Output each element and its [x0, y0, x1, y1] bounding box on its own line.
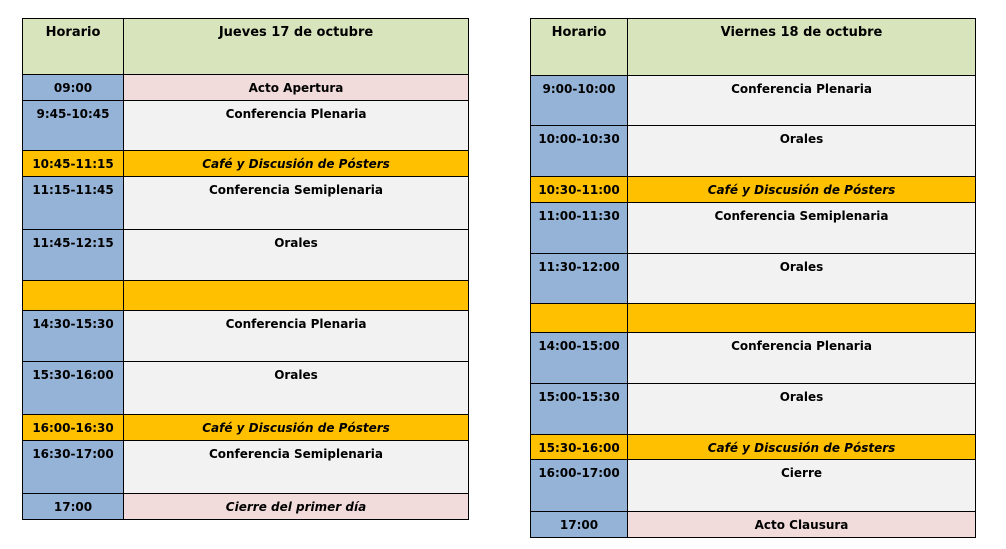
- table-row: [531, 460, 976, 512]
- activity-label: Orales: [779, 390, 824, 404]
- activity-cell: [124, 362, 469, 415]
- activity-label: Conferencia Plenaria: [225, 317, 367, 331]
- header-horario-label: Horario: [45, 25, 101, 40]
- time-label: 9:00-10:00: [542, 82, 616, 96]
- time-cell: [531, 254, 628, 304]
- activity-cell: [628, 177, 976, 203]
- activity-label: Orales: [779, 132, 824, 146]
- activity-cell: [124, 230, 469, 281]
- time-cell: [23, 177, 124, 230]
- time-label: 10:45-11:15: [32, 157, 114, 171]
- header-row: [23, 19, 469, 75]
- header-row: [531, 19, 976, 76]
- table-row: [23, 311, 469, 362]
- time-cell: [531, 177, 628, 203]
- activity-label: Café y Discusión de Pósters: [707, 183, 896, 197]
- time-label: 16:00-17:00: [538, 466, 620, 480]
- header-day: [628, 19, 976, 76]
- header-day: [124, 19, 469, 75]
- time-label: 11:00-11:30: [538, 209, 620, 223]
- header-horario-label: Horario: [551, 25, 607, 40]
- activity-cell: [124, 75, 469, 101]
- time-label: 17:00: [559, 518, 599, 532]
- time-cell: [23, 311, 124, 362]
- activity-label: Conferencia Semiplenaria: [714, 209, 889, 223]
- time-label: 10:00-10:30: [538, 132, 620, 146]
- time-cell: [23, 441, 124, 494]
- activity-cell: [628, 512, 976, 538]
- table-row: [531, 203, 976, 254]
- table-row: [23, 362, 469, 415]
- time-label: 16:30-17:00: [32, 447, 114, 461]
- time-label: 15:30-16:00: [538, 441, 620, 455]
- activity-label: Café y Discusión de Pósters: [202, 157, 390, 171]
- time-cell: [531, 384, 628, 435]
- activity-cell: [628, 384, 976, 435]
- activity-label: Orales: [779, 260, 824, 274]
- header-horario: [531, 19, 628, 76]
- table-row: [23, 230, 469, 281]
- header-day-label: Jueves 17 de octubre: [218, 25, 374, 40]
- header-day-label: Viernes 18 de octubre: [720, 25, 883, 40]
- time-label: 9:45-10:45: [36, 107, 110, 121]
- time-label: 17:00: [53, 500, 93, 514]
- table-row: [531, 384, 976, 435]
- time-cell: [531, 460, 628, 512]
- activity-cell: [124, 177, 469, 230]
- table-row: [23, 441, 469, 494]
- table-row: [531, 512, 976, 538]
- activity-cell: [124, 494, 469, 520]
- activity-cell: [124, 151, 469, 177]
- time-cell: [531, 203, 628, 254]
- time-label: 11:15-11:45: [32, 183, 114, 197]
- activity-cell: [628, 254, 976, 304]
- activity-cell: [628, 76, 976, 126]
- time-cell: [23, 281, 124, 311]
- time-cell: [23, 494, 124, 520]
- time-cell: [531, 333, 628, 384]
- activity-cell: [628, 203, 976, 254]
- activity-cell: [124, 415, 469, 441]
- activity-label: Conferencia Plenaria: [731, 82, 872, 96]
- table-row: [23, 415, 469, 441]
- time-cell: [23, 415, 124, 441]
- time-label: 10:30-11:00: [538, 183, 620, 197]
- activity-cell: [628, 333, 976, 384]
- activity-label: Acto Clausura: [754, 518, 849, 532]
- time-label: 14:00-15:00: [538, 339, 620, 353]
- activity-label: Conferencia Plenaria: [731, 339, 872, 353]
- table-row: [531, 76, 976, 126]
- time-cell: [531, 304, 628, 333]
- schedule-table-thursday: [22, 18, 469, 520]
- time-cell: [23, 230, 124, 281]
- table-row: [531, 333, 976, 384]
- table-row: [23, 177, 469, 230]
- activity-label: Café y Discusión de Pósters: [202, 421, 390, 435]
- table-row: [23, 101, 469, 151]
- table-row: [23, 151, 469, 177]
- time-label: 11:45-12:15: [32, 236, 114, 250]
- lunch-break-row: [531, 304, 976, 333]
- activity-cell: [124, 101, 469, 151]
- header-horario: [23, 19, 124, 75]
- time-cell: [23, 151, 124, 177]
- activity-cell: [628, 460, 976, 512]
- table-row: [23, 75, 469, 101]
- schedule-table-friday: [530, 18, 976, 538]
- activity-cell: [124, 441, 469, 494]
- lunch-break-row: [23, 281, 469, 311]
- time-label: 11:30-12:00: [538, 260, 620, 274]
- time-label: 09:00: [53, 81, 93, 95]
- time-label: 14:30-15:30: [32, 317, 114, 331]
- activity-cell: [628, 126, 976, 177]
- time-cell: [531, 512, 628, 538]
- table-row: [531, 254, 976, 304]
- time-cell: [531, 76, 628, 126]
- table-row: [531, 435, 976, 460]
- time-cell: [531, 435, 628, 460]
- time-cell: [23, 75, 124, 101]
- table-row: [531, 177, 976, 203]
- activity-label: Cierre del primer día: [225, 500, 367, 514]
- activity-cell: [124, 281, 469, 311]
- table-row: [23, 494, 469, 520]
- time-label: 15:30-16:00: [32, 368, 114, 382]
- time-cell: [23, 101, 124, 151]
- activity-label: Café y Discusión de Pósters: [707, 441, 896, 455]
- activity-cell: [628, 435, 976, 460]
- time-cell: [23, 362, 124, 415]
- activity-label: Conferencia Semiplenaria: [208, 447, 384, 461]
- activity-label: Conferencia Plenaria: [225, 107, 367, 121]
- activity-label: Conferencia Semiplenaria: [208, 183, 384, 197]
- activity-label: Orales: [274, 368, 318, 382]
- activity-label: Cierre: [780, 466, 823, 480]
- activity-cell: [124, 311, 469, 362]
- time-label: 16:00-16:30: [32, 421, 114, 435]
- table-row: [531, 126, 976, 177]
- activity-cell: [628, 304, 976, 333]
- time-label: 15:00-15:30: [538, 390, 620, 404]
- activity-label: Acto Apertura: [248, 81, 344, 95]
- time-cell: [531, 126, 628, 177]
- activity-label: Orales: [274, 236, 318, 250]
